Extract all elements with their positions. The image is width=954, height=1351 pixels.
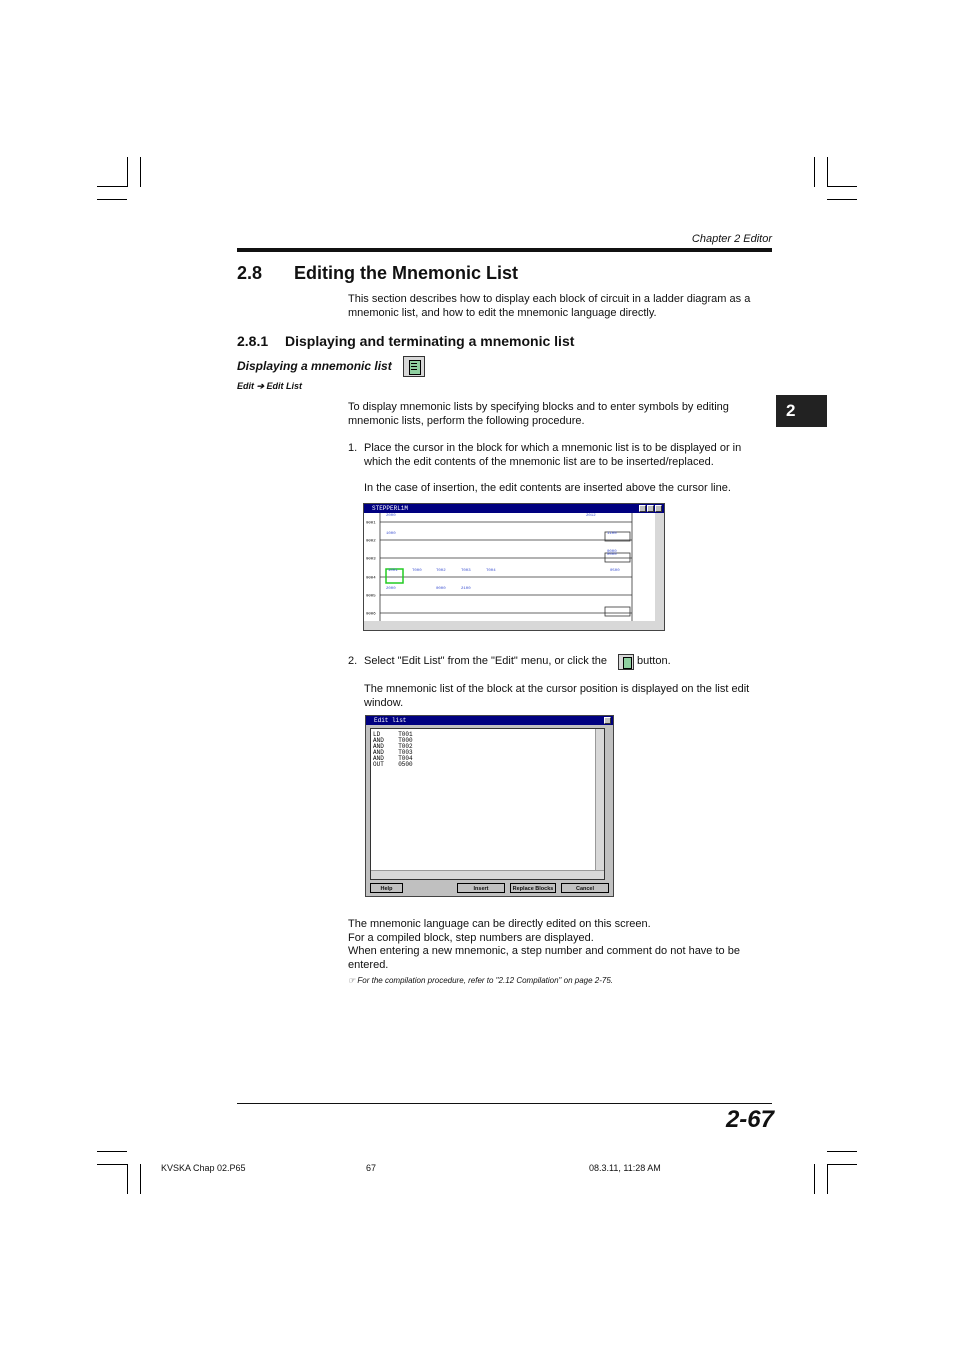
horizontal-scrollbar [364,621,664,630]
maximize-icon [647,505,654,512]
crop-mark [140,157,141,187]
crop-mark [827,157,828,187]
mnemonic-line: AND T000 [373,737,413,744]
ladder-device-label: T003 [461,569,471,573]
ladder-device-label: 2100 [461,587,471,591]
crop-mark [827,1151,857,1152]
ladder-rungs [380,513,632,621]
crop-mark [827,186,857,187]
ladder-device-label: 2000 [386,587,396,591]
ladder-row-label: 0006 [366,612,376,617]
crop-mark [97,1164,127,1165]
close-icon [655,505,662,512]
header-rule [237,248,772,252]
step1-note: In the case of insertion, the edit contents are inserted above the cursor line. [364,482,731,494]
crop-mark [97,199,127,200]
ladder-row-label: 0002 [366,539,376,544]
footer-date: 08.3.11, 11:28 AM [589,1163,661,1173]
crop-mark [827,1164,828,1194]
crop-mark [97,1151,127,1152]
horizontal-scrollbar [371,870,604,879]
step2-text: Select "Edit List" from the "Edit" menu, or click the [364,655,608,667]
edit-list-title: Edit list [374,717,407,724]
vertical-scrollbar [595,729,604,870]
ladder-window-screenshot [363,503,665,631]
edit-list-button-icon [618,654,634,670]
crop-mark [127,157,128,187]
mnemonic-line: AND T003 [373,749,413,756]
footer-sheet: 67 [366,1163,377,1173]
ladder-diagram [364,513,664,630]
help-button: Help [370,883,403,893]
ladder-device-label: 0500 [610,569,620,573]
procedure-heading: Displaying a mnemonic list [237,359,392,373]
edit-list-titlebar [366,716,613,725]
compilation-reference: ☞ For the compilation procedure, refer to "2.12 Compilation" on page 2-75. [348,976,613,985]
step1-number: 1. [348,442,358,454]
ladder-row-label: 0003 [366,557,376,562]
crop-mark [127,1164,128,1194]
page-number: 2-67 [725,1106,774,1133]
crop-mark [827,1164,857,1165]
insert-button: Insert [457,883,505,893]
crop-mark [827,199,857,200]
subsection-number: 2.8.1 [237,333,269,349]
menu-path: Edit ➔ Edit List [237,381,303,391]
ladder-device-label: T004 [486,569,496,573]
ladder-device-label: 1100 [607,532,617,536]
footer-file: KVSKA Chap 02.P65 [161,1163,246,1173]
ladder-device-label: 0000 [607,550,617,554]
crop-mark [814,1164,815,1194]
ladder-device-label: 1000 [386,532,396,536]
mnemonic-line: OUT 0500 [373,761,413,768]
subsection-title: Displaying and terminating a mnemonic list [285,333,575,349]
step2-button-word: button. [637,655,671,667]
ladder-window-title: STEPPERL1M [372,505,409,512]
replace-blocks-button: Replace Blocks [510,883,556,893]
close-icon [604,717,611,724]
step2-note: The mnemonic list of the block at the cursor position is displayed on the list edit window. [364,683,750,709]
note-line-3: When entering a new mnemonic, a step number and comment do not have to be entered. [348,945,740,971]
footer-rule [237,1103,772,1104]
ladder-device-label: 1001 [388,569,398,573]
ladder-device-label: T002 [436,569,446,573]
ladder-device-label: 0000 [607,553,617,557]
minimize-icon [639,505,646,512]
edit-list-window-screenshot [365,715,614,897]
edit-list-toolbar-icon [403,356,425,377]
chapter-header: Chapter 2 Editor [691,233,772,245]
ladder-device-label: 2012 [586,514,596,518]
crop-mark [97,186,127,187]
section-number: 2.8 [237,263,263,283]
mnemonic-line: AND T004 [373,755,413,762]
crop-mark [814,157,815,187]
ladder-row-label: 0005 [366,594,376,599]
ladder-window-titlebar [364,504,664,513]
step1-text: Place the cursor in the block for which a mnemonic list is to be displayed or in which the edit contents of the mnemonic list are to be inserted/replaced. [364,442,742,468]
chapter-tab-number: 2 [786,401,796,420]
mnemonic-line: LD T001 [373,731,413,738]
ladder-row-label: 0004 [366,576,376,581]
ladder-device-label: T000 [412,569,422,573]
vertical-scrollbar [655,513,664,621]
section-title: Editing the Mnemonic List [294,263,518,283]
crop-mark [140,1164,141,1194]
chapter-side-tab [776,395,827,427]
section-intro: This section describes how to display each block of circuit in a ladder diagram as a mnemonic list, and how to edit the mnemonic language directly. [348,293,751,319]
mnemonic-line: AND T002 [373,743,413,750]
ladder-device-label: 0000 [436,587,446,591]
step2-number: 2. [348,655,358,667]
mnemonic-list-area [370,728,605,880]
note-line-2: For a compiled block, step numbers are displayed. [348,932,594,944]
cancel-button: Cancel [561,883,609,893]
ladder-device-label: 2000 [386,514,396,518]
procedure-intro: To display mnemonic lists by specifying blocks and to enter symbols by editing mnemonic lists, perform the following procedure. [348,401,729,427]
ladder-row-label: 0001 [366,521,376,526]
note-line-1: The mnemonic language can be directly edited on this screen. [348,918,651,930]
